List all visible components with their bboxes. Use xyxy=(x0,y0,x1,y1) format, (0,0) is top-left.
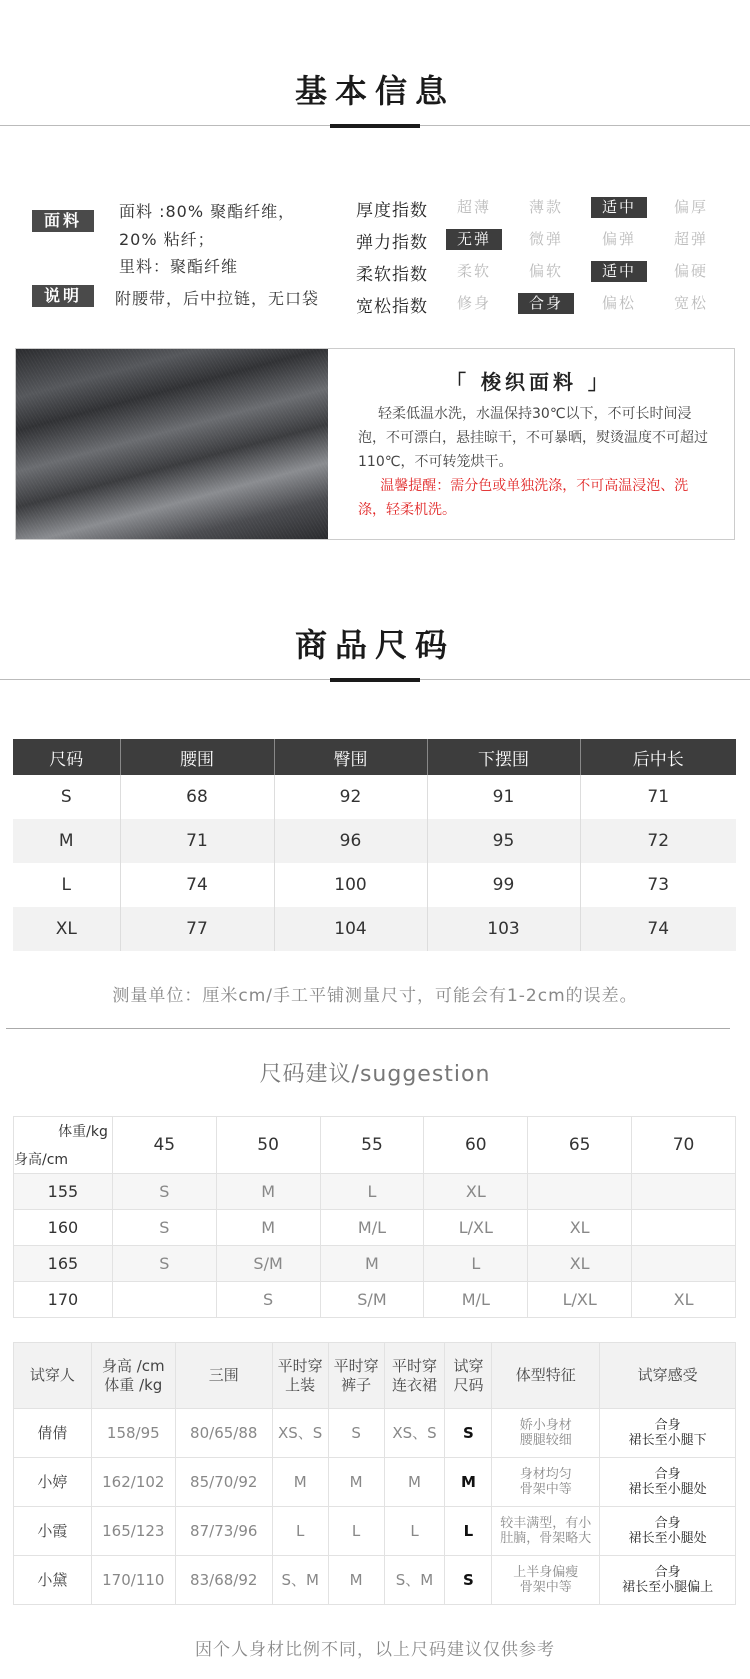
table-row xyxy=(13,775,736,819)
height-value: 160 xyxy=(14,1210,113,1246)
index-option: 偏硬 xyxy=(673,262,708,280)
tester-name: 小婷 xyxy=(14,1458,92,1507)
index-label: 弹力指数 xyxy=(356,233,428,253)
tryon-cell: L xyxy=(328,1507,384,1556)
table-cell: 74 xyxy=(120,863,274,907)
table-cell: 71 xyxy=(647,787,670,807)
index-option: 偏软 xyxy=(528,262,563,280)
tryon-cell: 158/95 xyxy=(91,1409,175,1458)
tryon-cell: M xyxy=(328,1458,384,1507)
index-option: 薄款 xyxy=(528,198,563,216)
suggested-size: M xyxy=(216,1174,320,1210)
care-warning xyxy=(358,478,688,518)
suggestion-row xyxy=(14,1282,736,1318)
tryon-row xyxy=(14,1409,736,1458)
table-cell: 96 xyxy=(274,819,427,863)
section-title-size: 商品尺码 xyxy=(294,626,455,664)
tryon-cell: L xyxy=(384,1507,445,1556)
fabric-photo xyxy=(16,349,328,539)
divider xyxy=(6,1028,730,1029)
suggested-size: S xyxy=(112,1174,216,1210)
suggested-size xyxy=(112,1282,216,1318)
table-row xyxy=(13,907,736,951)
suggested-size: M xyxy=(320,1246,424,1282)
suggestion-row xyxy=(14,1246,736,1282)
index-option: 微弹 xyxy=(528,230,563,248)
suggested-size: L xyxy=(320,1174,424,1210)
weight-header: 60 xyxy=(424,1117,528,1174)
section-title-basic-info: 基本信息 xyxy=(294,72,455,110)
fabric-line-1: 面料 :80% 聚酯纤维， xyxy=(119,202,296,221)
suggested-size: XL xyxy=(632,1282,736,1318)
tryon-row xyxy=(14,1458,736,1507)
fabric-line-2: 20% 粘纤； xyxy=(119,230,215,249)
table-cell: M xyxy=(13,819,120,863)
note-tag: 说明 xyxy=(32,285,94,307)
suggested-size: XL xyxy=(528,1210,632,1246)
weight-axis-label: 体重/kg xyxy=(58,1124,108,1140)
index-label: 厚度指数 xyxy=(356,201,428,221)
suggested-size: S xyxy=(112,1246,216,1282)
table-cell: 92 xyxy=(274,775,427,819)
fabric-card-title: 「 梭织面料 」 xyxy=(446,370,612,394)
size-suggestion-table xyxy=(13,1116,736,1318)
tryon-cell: 较丰满型，有小 肚腩，骨架略大 xyxy=(492,1507,600,1556)
size-col-header: 尺码 xyxy=(13,739,120,775)
tryon-cell: M xyxy=(328,1556,384,1605)
index-option-selected: 无弹 xyxy=(446,229,502,250)
table-cell: 68 xyxy=(120,775,274,819)
index-option: 超薄 xyxy=(456,198,491,216)
tryon-cell: M xyxy=(272,1458,328,1507)
index-option: 柔软 xyxy=(456,262,491,280)
suggested-size: M/L xyxy=(424,1282,528,1318)
table-cell: 99 xyxy=(427,863,580,907)
suggested-size xyxy=(632,1210,736,1246)
corner-labels xyxy=(14,1117,112,1173)
tryon-cell: 165/123 xyxy=(91,1507,175,1556)
tryon-col-header: 试穿人 xyxy=(14,1343,92,1409)
suggested-size: L/XL xyxy=(528,1282,632,1318)
tryon-col-header: 身高 /cm 体重 /kg xyxy=(91,1343,175,1409)
tryon-cell: 85/70/92 xyxy=(175,1458,272,1507)
tryon-cell: L xyxy=(272,1507,328,1556)
tester-name: 小黛 xyxy=(14,1556,92,1605)
care-instructions: 轻柔低温水洗，水温保持30℃以下，不可长时间浸泡，不可漂白，悬挂晾干，不可暴晒，熨烫温度不可超过110℃，不可转笼烘干。 xyxy=(358,406,708,470)
tryon-cell: S xyxy=(445,1556,492,1605)
tryon-row xyxy=(14,1556,736,1605)
tryon-cell: S xyxy=(445,1409,492,1458)
weight-header: 45 xyxy=(112,1117,216,1174)
suggested-size: S/M xyxy=(216,1246,320,1282)
fabric-care-text xyxy=(358,402,710,522)
tryon-cell: 83/68/92 xyxy=(175,1556,272,1605)
suggested-size: S xyxy=(112,1210,216,1246)
tryon-table xyxy=(13,1342,736,1605)
index-option-selected: 适中 xyxy=(591,197,647,218)
tryon-cell: S、M xyxy=(272,1556,328,1605)
index-option: 偏松 xyxy=(601,294,636,312)
tester-name: 倩倩 xyxy=(14,1409,92,1458)
tryon-cell: 80/65/88 xyxy=(175,1409,272,1458)
weight-header: 65 xyxy=(528,1117,632,1174)
tryon-cell: 合身 裙长至小腿偏上 xyxy=(600,1556,736,1605)
table-cell: 72 xyxy=(580,819,736,863)
suggested-size xyxy=(528,1174,632,1210)
table-cell: 104 xyxy=(274,907,427,951)
size-col-header: 腰围 xyxy=(120,739,274,775)
suggested-size: M xyxy=(216,1210,320,1246)
tester-name: 小霞 xyxy=(14,1507,92,1556)
tryon-col-header: 三围 xyxy=(175,1343,272,1409)
index-option: 宽松 xyxy=(673,294,708,312)
tryon-header-row xyxy=(14,1343,736,1409)
suggestion-row xyxy=(14,1210,736,1246)
suggestion-header-row xyxy=(14,1117,736,1174)
table-cell: XL xyxy=(13,907,120,951)
tryon-cell: M xyxy=(384,1458,445,1507)
note-text: 附腰带，后中拉链，无口袋 xyxy=(115,289,320,308)
size-col-header: 后中长 xyxy=(580,739,736,775)
height-axis-label: 身高/cm xyxy=(14,1152,69,1168)
tryon-cell: 合身 裙长至小腿处 xyxy=(600,1458,736,1507)
suggested-size: L xyxy=(424,1246,528,1282)
tryon-col-header: 平时穿 裤子 xyxy=(328,1343,384,1409)
suggestion-title: 尺码建议/suggestion xyxy=(259,1062,491,1087)
suggested-size xyxy=(632,1246,736,1282)
tryon-col-header: 试穿 尺码 xyxy=(445,1343,492,1409)
tryon-cell: 上半身偏瘦 骨架中等 xyxy=(492,1556,600,1605)
index-label: 宽松指数 xyxy=(356,297,428,317)
tryon-cell: 170/110 xyxy=(91,1556,175,1605)
table-cell: L xyxy=(13,863,120,907)
section-title-underline xyxy=(330,678,420,682)
tryon-cell: M xyxy=(445,1458,492,1507)
tryon-cell: XS、S xyxy=(272,1409,328,1458)
height-value: 165 xyxy=(14,1246,113,1282)
index-option-selected: 适中 xyxy=(591,261,647,282)
tryon-cell: S xyxy=(328,1409,384,1458)
tryon-cell: S、M xyxy=(384,1556,445,1605)
index-option: 偏弹 xyxy=(601,230,636,248)
tryon-cell: 合身 裙长至小腿处 xyxy=(600,1507,736,1556)
table-cell: 103 xyxy=(427,907,580,951)
fabric-line-3: 里料：聚酯纤维 xyxy=(119,257,239,276)
size-col-header: 臀围 xyxy=(274,739,427,775)
tryon-cell: XS、S xyxy=(384,1409,445,1458)
suggested-size: XL xyxy=(528,1246,632,1282)
index-option: 修身 xyxy=(456,294,491,312)
tryon-row xyxy=(14,1507,736,1556)
index-option-selected: 合身 xyxy=(518,293,574,314)
tryon-col-header: 平时穿 连衣裙 xyxy=(384,1343,445,1409)
tryon-col-header: 试穿感受 xyxy=(600,1343,736,1409)
suggested-size: M/L xyxy=(320,1210,424,1246)
suggestion-row xyxy=(14,1174,736,1210)
tryon-cell: 身材均匀 骨架中等 xyxy=(492,1458,600,1507)
size-table xyxy=(13,739,736,951)
size-col-header: 下摆围 xyxy=(427,739,580,775)
index-option: 偏厚 xyxy=(673,198,708,216)
table-row xyxy=(13,863,736,907)
tryon-cell: 娇小身材 腰腿较细 xyxy=(492,1409,600,1458)
tryon-col-header: 平时穿 上装 xyxy=(272,1343,328,1409)
weight-header: 55 xyxy=(320,1117,424,1174)
table-row xyxy=(13,819,736,863)
suggested-size: S/M xyxy=(320,1282,424,1318)
height-value: 170 xyxy=(14,1282,113,1318)
table-cell: S xyxy=(13,775,120,819)
tryon-col-header: 体型特征 xyxy=(492,1343,600,1409)
suggested-size: XL xyxy=(424,1174,528,1210)
suggested-size: L/XL xyxy=(424,1210,528,1246)
section-title-underline xyxy=(330,124,420,128)
tryon-cell: 合身 裙长至小腿下 xyxy=(600,1409,736,1458)
table-cell: 74 xyxy=(580,907,736,951)
care-warning-text: 温馨提醒：需分色或单独洗涤，不可高温浸泡、洗涤，轻柔机洗。 xyxy=(358,478,689,518)
table-cell: 100 xyxy=(274,863,427,907)
index-option: 超弹 xyxy=(673,230,708,248)
weight-header: 70 xyxy=(632,1117,736,1174)
tryon-cell: 162/102 xyxy=(91,1458,175,1507)
footer-disclaimer: 因个人身材比例不同，以上尺码建议仅供参考 xyxy=(195,1640,555,1660)
table-cell: 73 xyxy=(647,875,670,895)
weight-header: 50 xyxy=(216,1117,320,1174)
suggestion-corner-cell xyxy=(14,1117,113,1174)
size-table-header xyxy=(13,739,736,775)
suggested-size xyxy=(632,1174,736,1210)
suggested-size: S xyxy=(216,1282,320,1318)
measurement-note: 测量单位：厘米cm/手工平铺测量尺寸，可能会有1-2cm的误差。 xyxy=(112,986,638,1006)
tryon-cell: 87/73/96 xyxy=(175,1507,272,1556)
table-cell: 71 xyxy=(120,819,274,863)
index-label: 柔软指数 xyxy=(356,265,428,285)
table-cell: 91 xyxy=(427,775,580,819)
height-value: 155 xyxy=(14,1174,113,1210)
fabric-tag: 面料 xyxy=(32,210,94,232)
tryon-cell: L xyxy=(445,1507,492,1556)
table-cell: 77 xyxy=(120,907,274,951)
table-cell: 95 xyxy=(427,819,580,863)
